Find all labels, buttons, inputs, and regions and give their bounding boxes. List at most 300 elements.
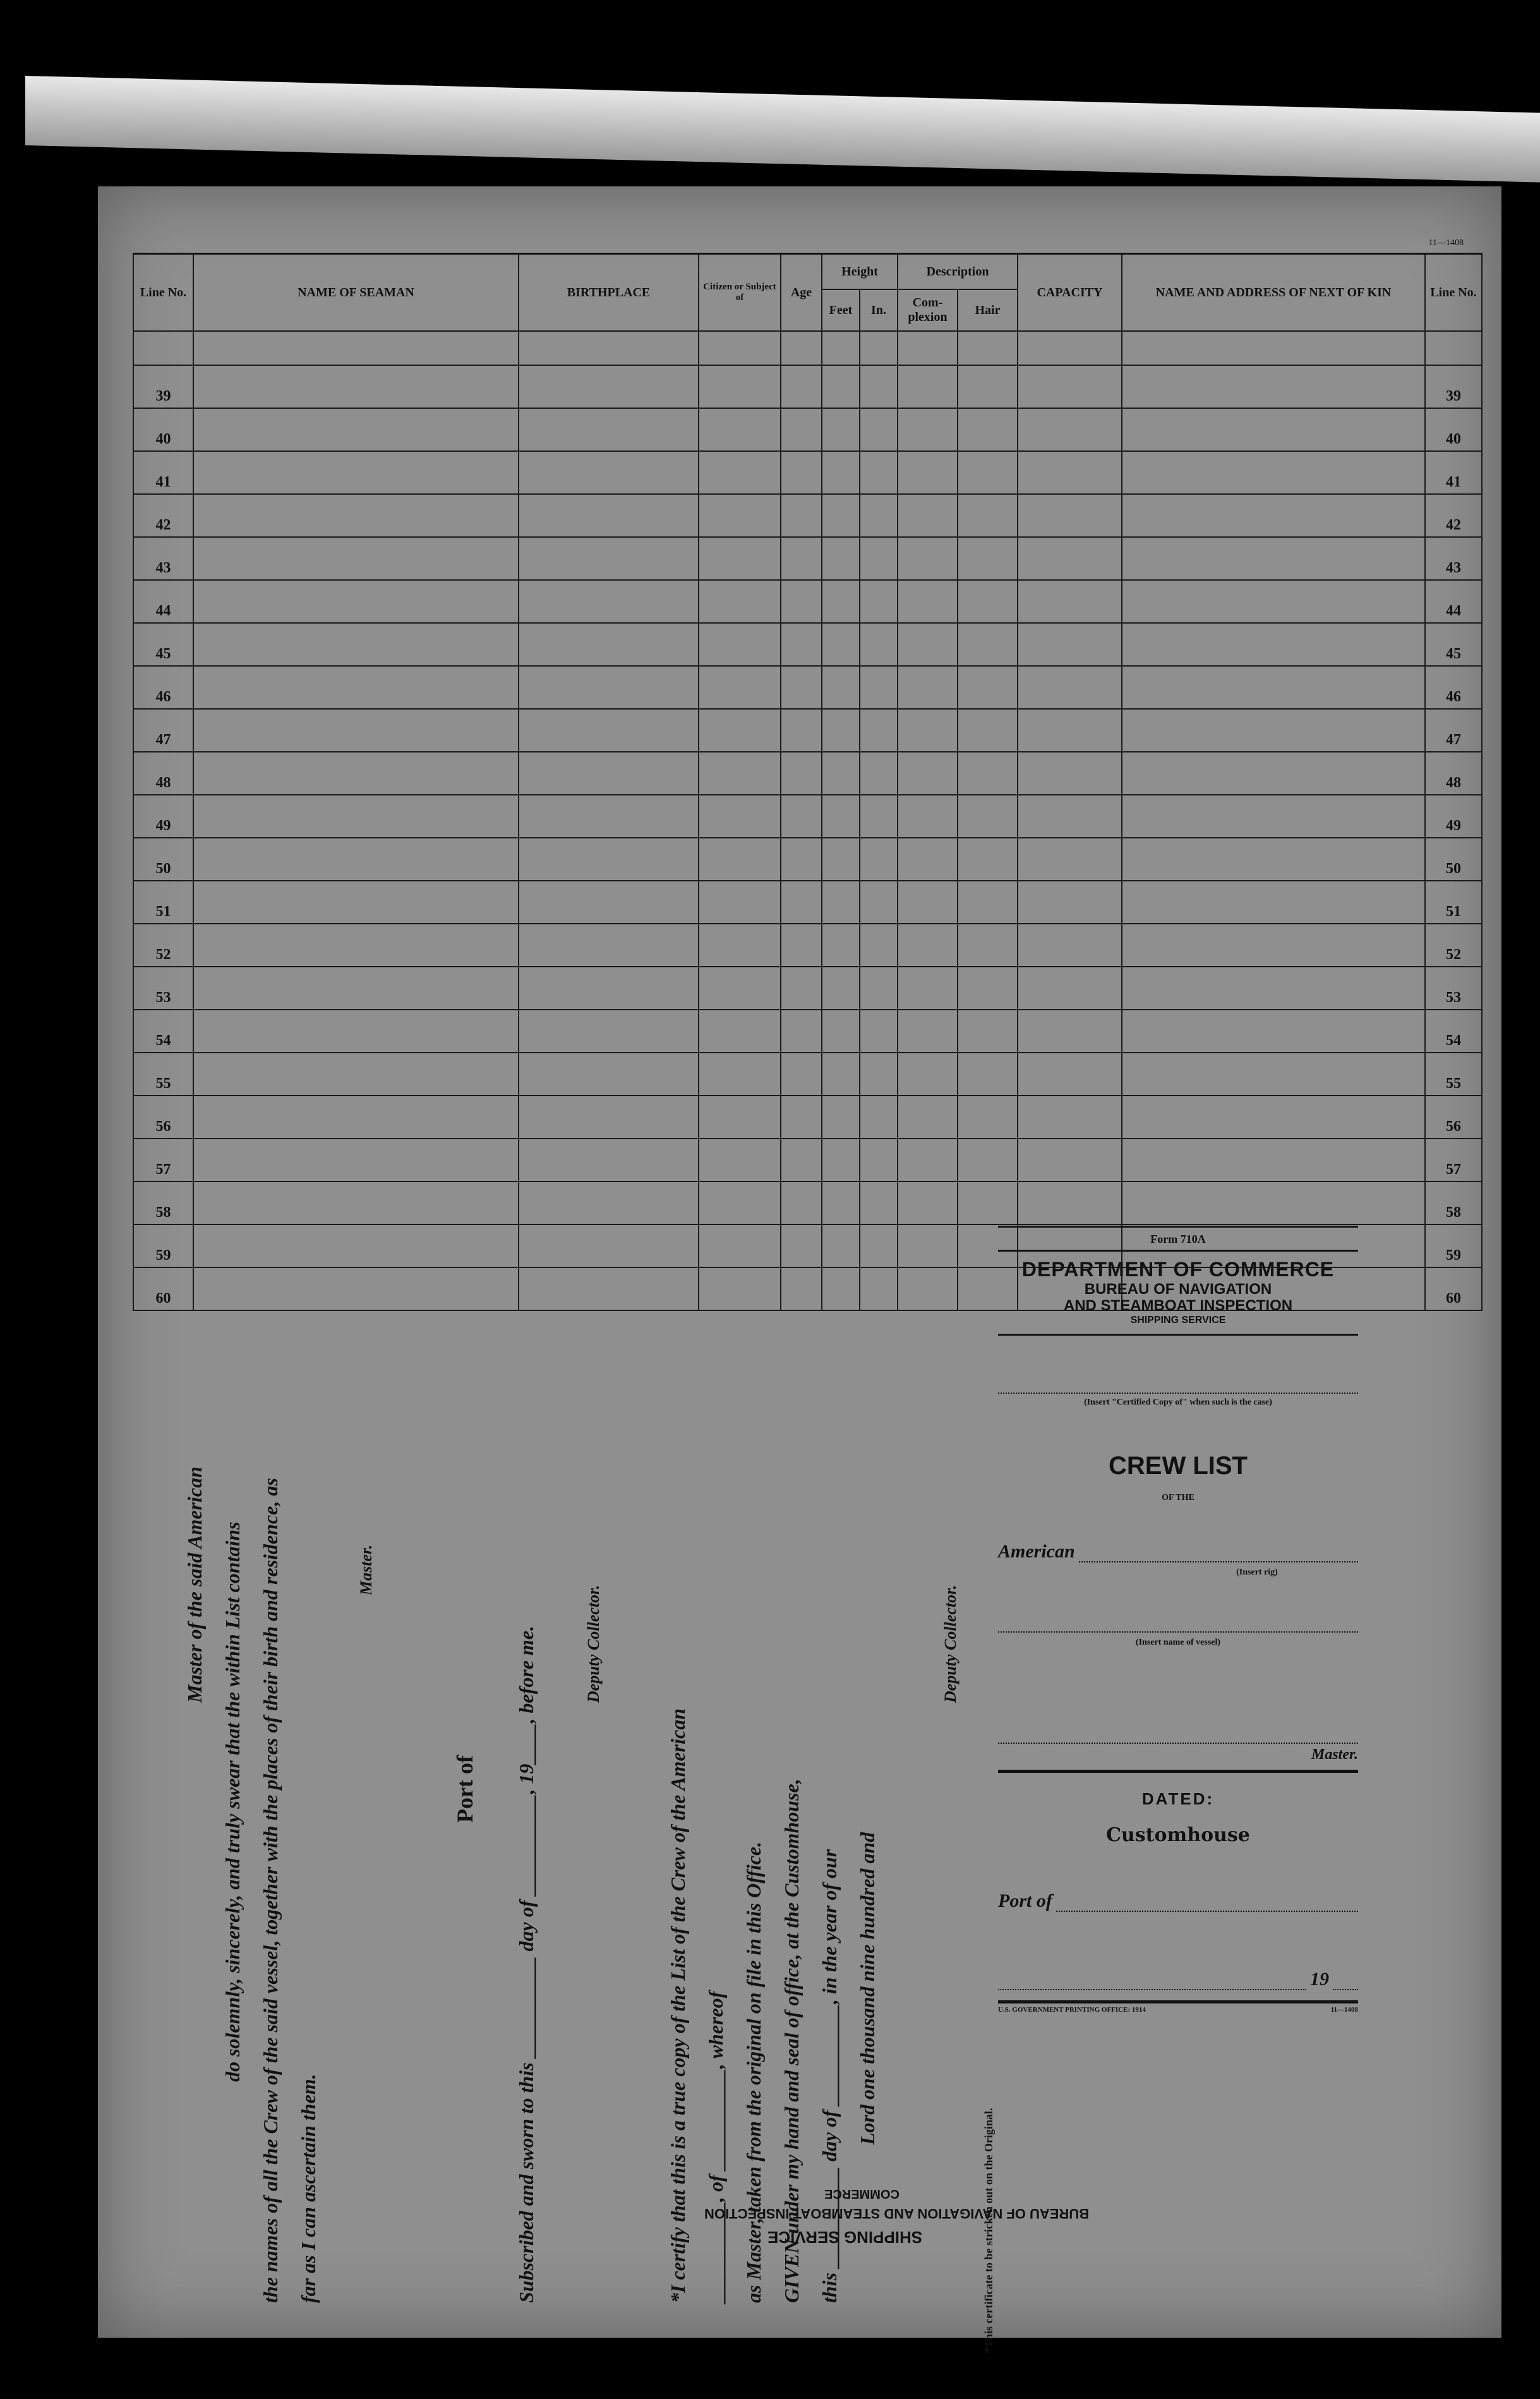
- vessel-name-field[interactable]: [998, 1631, 1358, 1633]
- crew-cell[interactable]: [519, 408, 699, 451]
- crew-cell[interactable]: [699, 1139, 781, 1181]
- line-number: 39: [133, 365, 193, 408]
- crew-cell[interactable]: [822, 623, 860, 666]
- crew-cell[interactable]: [1018, 924, 1122, 967]
- crew-cell[interactable]: [193, 1053, 519, 1096]
- rig-field[interactable]: [1079, 1549, 1358, 1562]
- port-field[interactable]: [1056, 1898, 1358, 1912]
- crew-cell[interactable]: [519, 1181, 699, 1224]
- crew-cell[interactable]: [958, 666, 1018, 709]
- table-row: [133, 1181, 1482, 1224]
- crew-cell[interactable]: [898, 494, 958, 537]
- crew-cell[interactable]: [193, 838, 519, 881]
- line-number: 43: [133, 537, 193, 580]
- crew-cell[interactable]: [1122, 967, 1425, 1010]
- crew-cell[interactable]: [898, 795, 958, 838]
- header-hair: Hair: [958, 289, 1018, 331]
- crew-cell[interactable]: [860, 1267, 898, 1310]
- oath-port-of: Port of: [452, 1755, 478, 1823]
- line-number-right: 44: [1425, 580, 1482, 623]
- crew-cell[interactable]: [860, 1224, 898, 1267]
- crew-cell[interactable]: [860, 408, 898, 451]
- crew-cell[interactable]: [1122, 795, 1425, 838]
- crew-cell[interactable]: [822, 709, 860, 752]
- crew-cell[interactable]: [822, 451, 860, 494]
- crew-cell[interactable]: [781, 666, 822, 709]
- crew-cell[interactable]: [1018, 1139, 1122, 1181]
- crew-cell[interactable]: [822, 1096, 860, 1139]
- crew-cell[interactable]: [860, 365, 898, 408]
- crew-cell[interactable]: [781, 1224, 822, 1267]
- crew-cell[interactable]: [1122, 1010, 1425, 1053]
- crew-cell[interactable]: [898, 537, 958, 580]
- table-row: [133, 838, 1482, 881]
- cover-port-of: Port of: [998, 1890, 1052, 1911]
- line-number-right: 42: [1425, 494, 1482, 537]
- crew-cell[interactable]: [898, 1139, 958, 1181]
- line-number-right: 50: [1425, 838, 1482, 881]
- line-number: 42: [133, 494, 193, 537]
- crew-cell[interactable]: [860, 881, 898, 924]
- crew-cell[interactable]: [1018, 881, 1122, 924]
- cover-bureau-2: AND STEAMBOAT INSPECTION: [1063, 1297, 1293, 1315]
- crew-cell[interactable]: [860, 838, 898, 881]
- line-number: 54: [133, 1010, 193, 1053]
- table-row: [133, 494, 1482, 537]
- crew-cell[interactable]: [1122, 1053, 1425, 1096]
- line-number: 46: [133, 666, 193, 709]
- crew-cell[interactable]: [519, 1053, 699, 1096]
- crew-cell[interactable]: [519, 451, 699, 494]
- cover-shipping-service: SHIPPING SERVICE: [1130, 1314, 1226, 1326]
- crew-cell[interactable]: [898, 365, 958, 408]
- crew-cell[interactable]: [1122, 709, 1425, 752]
- crew-cell[interactable]: [193, 795, 519, 838]
- crew-cell[interactable]: [519, 580, 699, 623]
- header-next-of-kin: NAME AND ADDRESS OF NEXT OF KIN: [1122, 254, 1425, 332]
- crew-cell[interactable]: [822, 752, 860, 795]
- crew-cell[interactable]: [1122, 1181, 1425, 1224]
- crew-cell[interactable]: [193, 1139, 519, 1181]
- crew-cell[interactable]: [1122, 365, 1425, 408]
- crew-cell[interactable]: [1018, 365, 1122, 408]
- crew-cell[interactable]: [898, 451, 958, 494]
- crew-cell[interactable]: [1122, 924, 1425, 967]
- crew-cell[interactable]: [519, 1096, 699, 1139]
- crew-cell[interactable]: [860, 623, 898, 666]
- crew-cell[interactable]: [519, 795, 699, 838]
- date-field[interactable]: [998, 1976, 1306, 1990]
- crew-cell[interactable]: [860, 924, 898, 967]
- crew-cell[interactable]: [860, 537, 898, 580]
- crew-cell[interactable]: [193, 881, 519, 924]
- crew-cell[interactable]: [822, 838, 860, 881]
- crew-cell[interactable]: [1018, 580, 1122, 623]
- crew-cell[interactable]: [822, 666, 860, 709]
- table-row: [133, 451, 1482, 494]
- cover-master: Master.: [1311, 1746, 1358, 1763]
- crew-cell[interactable]: [898, 1267, 958, 1310]
- crew-cell[interactable]: [1018, 408, 1122, 451]
- header-description: Description: [898, 254, 1018, 290]
- cert-line-6: Lord one thousand nine hundred and: [856, 1832, 879, 2145]
- crew-cell[interactable]: [519, 666, 699, 709]
- oath-line-2: do solemnly, sincerely, and truly swear that the within List contains: [221, 1521, 244, 2082]
- line-number-right: 40: [1425, 408, 1482, 451]
- line-number-right: 48: [1425, 752, 1482, 795]
- crew-cell[interactable]: [860, 1053, 898, 1096]
- oath-line-4: far as I can ascertain them.: [297, 2074, 320, 2303]
- crew-cell[interactable]: [1018, 1181, 1122, 1224]
- crew-cell[interactable]: [1018, 795, 1122, 838]
- crew-cell[interactable]: [860, 967, 898, 1010]
- crew-cell[interactable]: [1122, 451, 1425, 494]
- line-number-right: 54: [1425, 1010, 1482, 1053]
- crew-cell[interactable]: [781, 537, 822, 580]
- crew-cell[interactable]: [898, 752, 958, 795]
- crew-cell[interactable]: [822, 1267, 860, 1310]
- crew-cell[interactable]: [699, 494, 781, 537]
- crew-cell[interactable]: [860, 1181, 898, 1224]
- table-row: [133, 580, 1482, 623]
- crew-cell[interactable]: [958, 795, 1018, 838]
- crew-cell[interactable]: [898, 623, 958, 666]
- crew-cell[interactable]: [1122, 752, 1425, 795]
- crew-cell[interactable]: [958, 752, 1018, 795]
- crew-cell[interactable]: [699, 1010, 781, 1053]
- crew-cell[interactable]: [519, 752, 699, 795]
- crew-cell[interactable]: [1122, 1096, 1425, 1139]
- crew-cell[interactable]: [1018, 451, 1122, 494]
- crew-cell[interactable]: [860, 666, 898, 709]
- crew-cell[interactable]: [958, 967, 1018, 1010]
- crew-cell[interactable]: [1122, 537, 1425, 580]
- crew-cell[interactable]: [898, 838, 958, 881]
- crew-cell[interactable]: [519, 1010, 699, 1053]
- crew-cell[interactable]: [1018, 838, 1122, 881]
- table-row: [133, 752, 1482, 795]
- crew-cell[interactable]: [1122, 408, 1425, 451]
- crew-cell[interactable]: [958, 623, 1018, 666]
- line-number: 58: [133, 1181, 193, 1224]
- crew-cell[interactable]: [193, 752, 519, 795]
- line-number-right: 46: [1425, 666, 1482, 709]
- crew-cell[interactable]: [519, 838, 699, 881]
- table-row: [133, 1053, 1482, 1096]
- crew-cell[interactable]: [860, 494, 898, 537]
- crew-cell[interactable]: [822, 408, 860, 451]
- crew-cell[interactable]: [1122, 494, 1425, 537]
- crew-cell[interactable]: [958, 1139, 1018, 1181]
- crew-rows: [133, 331, 1482, 1310]
- crew-cell[interactable]: [699, 623, 781, 666]
- crew-cell[interactable]: [781, 967, 822, 1010]
- stamp-line-1: SHIPPING SERVICE: [767, 2228, 923, 2247]
- crew-cell[interactable]: [699, 838, 781, 881]
- header-feet: Feet: [822, 289, 860, 331]
- line-number-right: 51: [1425, 881, 1482, 924]
- crew-cell[interactable]: [958, 1096, 1018, 1139]
- table-row: [133, 537, 1482, 580]
- crew-cell[interactable]: [822, 1139, 860, 1181]
- crew-cell[interactable]: [822, 365, 860, 408]
- crew-cell[interactable]: [193, 1181, 519, 1224]
- crew-cell[interactable]: [699, 408, 781, 451]
- header-height: Height: [822, 254, 898, 290]
- crew-cell[interactable]: [781, 838, 822, 881]
- crew-cell[interactable]: [699, 451, 781, 494]
- crew-cell[interactable]: [781, 1181, 822, 1224]
- crew-cell[interactable]: [958, 580, 1018, 623]
- crew-cell[interactable]: [781, 752, 822, 795]
- crew-cell[interactable]: [898, 1010, 958, 1053]
- header-birthplace: BIRTHPLACE: [519, 254, 699, 332]
- crew-cell[interactable]: [860, 752, 898, 795]
- crew-cell[interactable]: [193, 537, 519, 580]
- crew-cell[interactable]: [781, 365, 822, 408]
- crew-cell[interactable]: [193, 709, 519, 752]
- crew-cell[interactable]: [781, 623, 822, 666]
- crew-cell[interactable]: [519, 494, 699, 537]
- crew-cell[interactable]: [781, 795, 822, 838]
- crew-cell[interactable]: [1122, 1139, 1425, 1181]
- line-number: 60: [133, 1267, 193, 1310]
- crew-cell[interactable]: [958, 1053, 1018, 1096]
- crew-cell[interactable]: [898, 967, 958, 1010]
- cert-deputy-collector: Deputy Collector.: [941, 1585, 959, 1703]
- crew-cell[interactable]: [699, 967, 781, 1010]
- crew-cell[interactable]: [699, 580, 781, 623]
- crew-cell[interactable]: [898, 408, 958, 451]
- crew-cell[interactable]: [1018, 1010, 1122, 1053]
- crew-cell[interactable]: [822, 1181, 860, 1224]
- crew-cell[interactable]: [860, 795, 898, 838]
- cover-of-the: OF THE: [1162, 1492, 1194, 1502]
- oath-deputy-collector: Deputy Collector.: [584, 1585, 603, 1703]
- crew-cell[interactable]: [822, 795, 860, 838]
- crew-cell[interactable]: [958, 408, 1018, 451]
- crew-cell[interactable]: [958, 1181, 1018, 1224]
- crew-cell[interactable]: [193, 623, 519, 666]
- crew-cell[interactable]: [781, 924, 822, 967]
- crew-cell[interactable]: [193, 924, 519, 967]
- cover-customhouse: Customhouse: [1106, 1823, 1250, 1846]
- crew-cell[interactable]: [822, 1224, 860, 1267]
- table-row: [133, 1096, 1482, 1139]
- crew-cell[interactable]: [699, 1267, 781, 1310]
- crew-cell[interactable]: [860, 709, 898, 752]
- cover-american: American: [998, 1540, 1075, 1562]
- crew-cell[interactable]: [193, 666, 519, 709]
- crew-cell[interactable]: [1122, 580, 1425, 623]
- crew-cell[interactable]: [1018, 709, 1122, 752]
- crew-cell[interactable]: [781, 1139, 822, 1181]
- crew-cell[interactable]: [898, 1224, 958, 1267]
- crew-cell[interactable]: [519, 967, 699, 1010]
- crew-cell[interactable]: [519, 709, 699, 752]
- crew-cell[interactable]: [781, 881, 822, 924]
- crew-cell[interactable]: [781, 1267, 822, 1310]
- crew-cell[interactable]: [699, 1181, 781, 1224]
- master-field[interactable]: [998, 1743, 1358, 1744]
- crew-cell[interactable]: [898, 881, 958, 924]
- table-row: [133, 623, 1482, 666]
- cert-footnote: *This certificate to be stricken out on the Original.: [982, 2108, 995, 2354]
- cert-line-5: this __________ day of __________, in the year of our: [818, 1849, 841, 2303]
- crew-cell[interactable]: [699, 752, 781, 795]
- crew-cell[interactable]: [860, 1139, 898, 1181]
- crew-cell[interactable]: [519, 924, 699, 967]
- crew-cell[interactable]: [958, 924, 1018, 967]
- crew-cell[interactable]: [781, 408, 822, 451]
- crew-cell[interactable]: [958, 838, 1018, 881]
- crew-cell[interactable]: [781, 494, 822, 537]
- crew-cell[interactable]: [193, 1010, 519, 1053]
- line-number-right: 39: [1425, 365, 1482, 408]
- crew-cell[interactable]: [781, 451, 822, 494]
- line-number: 50: [133, 838, 193, 881]
- crew-cell[interactable]: [1018, 494, 1122, 537]
- crew-cell[interactable]: [1018, 666, 1122, 709]
- line-number: 53: [133, 967, 193, 1010]
- crew-cell[interactable]: [699, 1053, 781, 1096]
- crew-cell[interactable]: [898, 1181, 958, 1224]
- line-number-right: 56: [1425, 1096, 1482, 1139]
- crew-cell[interactable]: [699, 795, 781, 838]
- year-field[interactable]: [1333, 1976, 1358, 1990]
- header-capacity: CAPACITY: [1018, 254, 1122, 332]
- crew-cell[interactable]: [958, 451, 1018, 494]
- crew-cell[interactable]: [822, 967, 860, 1010]
- crew-cell[interactable]: [193, 451, 519, 494]
- crew-cell[interactable]: [193, 408, 519, 451]
- crew-cell[interactable]: [958, 494, 1018, 537]
- crew-cell[interactable]: [519, 1267, 699, 1310]
- crew-cell[interactable]: [699, 924, 781, 967]
- crew-cell[interactable]: [1018, 623, 1122, 666]
- line-number: 52: [133, 924, 193, 967]
- crew-cell[interactable]: [1122, 623, 1425, 666]
- crew-cell[interactable]: [193, 494, 519, 537]
- cert-line-3: as Master, taken from the original on file in this Office.: [742, 1841, 765, 2303]
- crew-cell[interactable]: [958, 537, 1018, 580]
- cert-line-1: *I certify that this is a true copy of the List of the Crew of the American: [666, 1708, 689, 2303]
- crew-cell[interactable]: [898, 924, 958, 967]
- crew-cell[interactable]: [781, 709, 822, 752]
- crew-cell[interactable]: [699, 881, 781, 924]
- crew-cell[interactable]: [822, 924, 860, 967]
- crew-cell[interactable]: [193, 967, 519, 1010]
- crew-cell[interactable]: [781, 1053, 822, 1096]
- table-row: [133, 709, 1482, 752]
- crew-cell[interactable]: [1018, 1053, 1122, 1096]
- crew-cell[interactable]: [822, 1053, 860, 1096]
- oath-line-3: the names of all the Crew of the said vessel, together with the places of their birth and residence, as: [259, 1478, 282, 2303]
- table-row: [133, 666, 1482, 709]
- crew-cell[interactable]: [193, 1096, 519, 1139]
- crew-cell[interactable]: [699, 365, 781, 408]
- cover-title: CREW LIST: [1109, 1451, 1248, 1480]
- crew-cell[interactable]: [193, 365, 519, 408]
- folded-paper-edge: [25, 76, 1540, 183]
- line-number-right: 47: [1425, 709, 1482, 752]
- cover-insert-rig: (Insert rig): [1236, 1567, 1278, 1577]
- line-number: 41: [133, 451, 193, 494]
- cover-insert-cert: (Insert "Certified Copy of" when such is the case): [1084, 1397, 1272, 1407]
- header-age: Age: [781, 254, 822, 332]
- cert-line-4: GIVEN under my hand and seal of office, at the Customhouse,: [780, 1779, 803, 2303]
- crew-cell[interactable]: [860, 1010, 898, 1053]
- crew-cell[interactable]: [958, 881, 1018, 924]
- crew-cell[interactable]: [699, 537, 781, 580]
- crew-cell[interactable]: [699, 1224, 781, 1267]
- crew-cell[interactable]: [193, 1224, 519, 1267]
- crew-cell[interactable]: [860, 1096, 898, 1139]
- crew-cell[interactable]: [898, 1096, 958, 1139]
- crew-cell[interactable]: [898, 580, 958, 623]
- crew-cell[interactable]: [860, 580, 898, 623]
- crew-cell[interactable]: [519, 1224, 699, 1267]
- crew-cell[interactable]: [781, 580, 822, 623]
- header-name-of-seaman: NAME OF SEAMAN: [193, 254, 519, 332]
- table-row: [133, 331, 1482, 365]
- crew-cell[interactable]: [958, 709, 1018, 752]
- line-number-right: 43: [1425, 537, 1482, 580]
- line-number-right: 45: [1425, 623, 1482, 666]
- crew-cell[interactable]: [822, 537, 860, 580]
- crew-cell[interactable]: [699, 709, 781, 752]
- crew-cell[interactable]: [822, 1010, 860, 1053]
- crew-cell[interactable]: [898, 709, 958, 752]
- header-line-no: Line No.: [133, 254, 193, 332]
- oath-master-label: Master.: [357, 1544, 375, 1595]
- table-row: [133, 408, 1482, 451]
- crew-cell[interactable]: [898, 1053, 958, 1096]
- crew-cell[interactable]: [958, 365, 1018, 408]
- crew-cell[interactable]: [519, 537, 699, 580]
- crew-cell[interactable]: [1122, 881, 1425, 924]
- crew-cell[interactable]: [1018, 752, 1122, 795]
- crew-cell[interactable]: [822, 881, 860, 924]
- crew-cell[interactable]: [193, 1267, 519, 1310]
- crew-cell[interactable]: [519, 365, 699, 408]
- crew-cell[interactable]: [193, 580, 519, 623]
- crew-cell[interactable]: [781, 1096, 822, 1139]
- crew-cell[interactable]: [781, 1010, 822, 1053]
- crew-cell[interactable]: [1018, 967, 1122, 1010]
- crew-cell[interactable]: [519, 1139, 699, 1181]
- line-number: 40: [133, 408, 193, 451]
- cover-year: 19: [1310, 1968, 1329, 1990]
- oath-line-1: Master of the said American: [183, 1466, 206, 1703]
- crew-cell[interactable]: [1122, 666, 1425, 709]
- table-row: [133, 365, 1482, 408]
- crew-cell[interactable]: [860, 451, 898, 494]
- crew-cell[interactable]: [699, 1096, 781, 1139]
- crew-cell[interactable]: [519, 623, 699, 666]
- crew-cell[interactable]: [822, 494, 860, 537]
- cover-dated: DATED:: [1141, 1789, 1215, 1808]
- crew-cell[interactable]: [898, 666, 958, 709]
- crew-cell[interactable]: [958, 1010, 1018, 1053]
- crew-cell[interactable]: [822, 580, 860, 623]
- line-number: 49: [133, 795, 193, 838]
- crew-cell[interactable]: [699, 666, 781, 709]
- crew-cell[interactable]: [1018, 1096, 1122, 1139]
- crew-cell[interactable]: [1122, 838, 1425, 881]
- crew-cell[interactable]: [1018, 537, 1122, 580]
- crew-cell[interactable]: [519, 881, 699, 924]
